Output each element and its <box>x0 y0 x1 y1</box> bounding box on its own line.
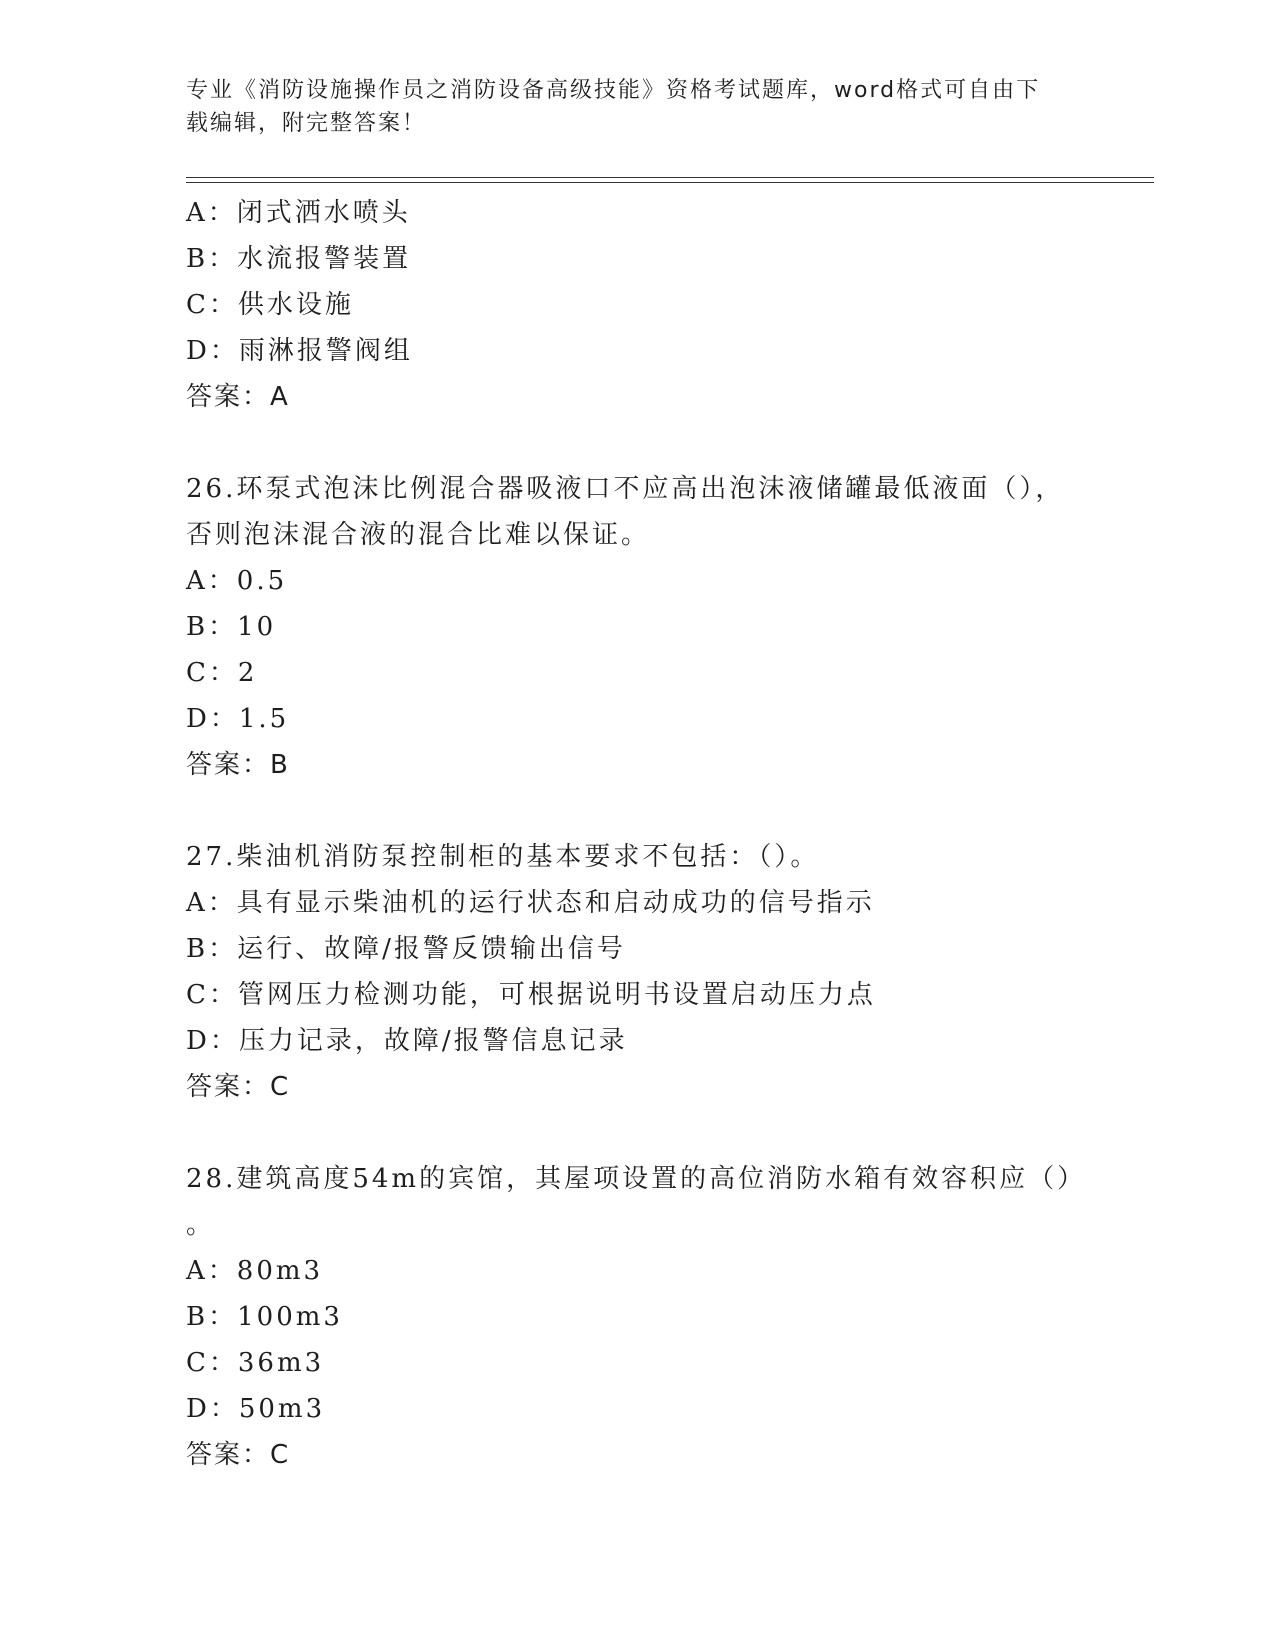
option-d: D：压力记录，故障/报警信息记录 <box>186 1026 628 1056</box>
question-stem-line-1: 26.环泵式泡沫比例混合器吸液口不应高出泡沫液储罐最低液面（）， <box>186 474 1065 504</box>
answer: 答案：C <box>186 1072 291 1102</box>
option-b: B：100m3 <box>186 1302 343 1332</box>
option-d: D：1.5 <box>186 704 290 734</box>
option-a: A：具有显示柴油机的运行状态和启动成功的信号指示 <box>186 888 875 918</box>
question-25 <box>186 190 1086 420</box>
answer: 答案：B <box>186 750 290 780</box>
option-c: C：供水设施 <box>186 290 354 320</box>
option-b: B：10 <box>186 612 277 642</box>
answer: 答案：A <box>186 382 290 412</box>
header-divider-bottom <box>186 182 1154 183</box>
header-line-2: 载编辑，附完整答案！ <box>186 111 427 136</box>
option-c: C：36m3 <box>186 1348 325 1378</box>
option-a: A：闭式洒水喷头 <box>186 198 411 228</box>
answer: 答案：C <box>186 1440 291 1470</box>
option-d: D：雨淋报警阀组 <box>186 336 413 366</box>
header-divider-top <box>186 177 1154 178</box>
question-27 <box>186 834 1086 1110</box>
question-stem-line-2: 。 <box>186 1210 216 1240</box>
option-d: D：50m3 <box>186 1394 326 1424</box>
option-a: A：0.5 <box>186 566 288 596</box>
option-b: B：水流报警装置 <box>186 244 412 274</box>
question-list <box>186 190 1086 1478</box>
option-a: A：80m3 <box>186 1256 324 1286</box>
document-header <box>186 74 1066 140</box>
question-28 <box>186 1156 1086 1478</box>
option-c: C：2 <box>186 658 258 688</box>
header-line-1: 专业《消防设施操作员之消防设备高级技能》资格考试题库，word格式可自由下 <box>186 78 1041 103</box>
question-stem-line-1: 28.建筑高度54m的宾馆，其屋项设置的高位消防水箱有效容积应（） <box>186 1164 1087 1194</box>
question-stem-line-2: 否则泡沫混合液的混合比难以保证。 <box>186 520 651 550</box>
option-c: C：管网压力检测功能，可根据说明书设置启动压力点 <box>186 980 876 1010</box>
question-26 <box>186 466 1086 788</box>
option-b: B：运行、故障/报警反馈输出信号 <box>186 934 626 964</box>
question-stem-line-1: 27.柴油机消防泵控制柜的基本要求不包括：（）。 <box>186 842 820 872</box>
